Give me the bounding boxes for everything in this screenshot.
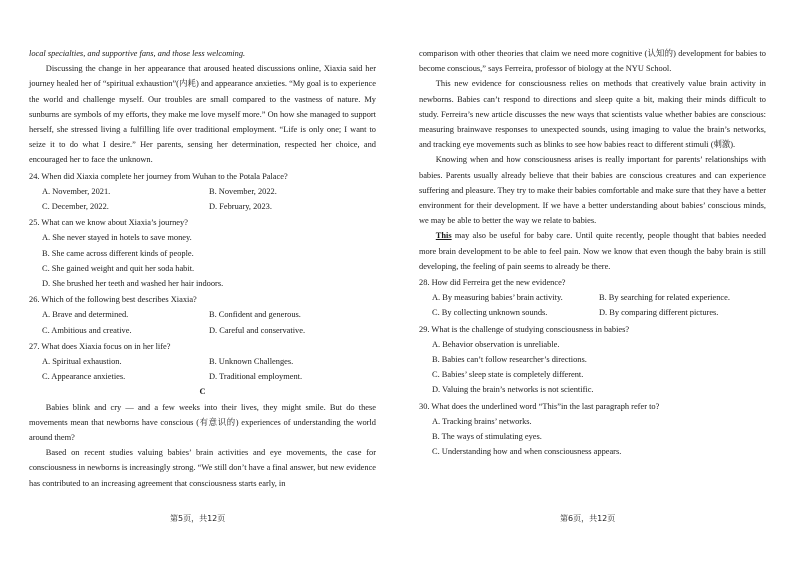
question-26 xyxy=(29,292,376,338)
question-24-option-d[interactable]: D. February, 2023. xyxy=(209,202,272,212)
question-29-option-b[interactable]: B. Babies can’t follow researcher’s directions. xyxy=(432,355,587,365)
question-24-option-c[interactable]: C. December, 2022. xyxy=(42,202,109,212)
question-29-option-a[interactable]: A. Behavior observation is unreliable. xyxy=(432,339,560,349)
question-30-option-c[interactable]: C. Understanding how and when consciousness appears. xyxy=(432,447,622,457)
question-24 xyxy=(29,169,376,215)
question-30-option-b[interactable]: B. The ways of stimulating eyes. xyxy=(432,432,542,442)
question-30-option-a[interactable]: A. Tracking brains’ networks. xyxy=(432,416,532,426)
question-26-stem: 26. Which of the following best describes Xiaxia? xyxy=(29,295,197,305)
question-29-option-d[interactable]: D. Valuing the brain’s networks is not scientific. xyxy=(432,385,594,395)
question-29-option-c[interactable]: C. Babies’ sleep state is completely different. xyxy=(432,370,584,380)
question-27-option-d[interactable]: D. Traditional employment. xyxy=(209,372,303,382)
passage-c-paragraph-3: This new evidence for consciousness relies on methods that creatively value brain activity in newborns. Babies can’t respond to directions and sleep quite a bit, making their minds difficult to study. Ferreira’s new article discusses the new ways that scientists value whether babies are conscious: measuring brainwave responses to unexpected sounds, using imaging to value the brain’s networks, and tracking eye movements such as blinks to see how babies react to different stimuli (刺激). xyxy=(419,79,766,150)
question-27 xyxy=(29,339,376,385)
passage-c-paragraph-2-continued: comparison with other theories that claim we need more cognitive (认知的) development for babies to become conscious,” says Ferreira, professor of biology at the NYU School. xyxy=(419,49,766,74)
question-26-option-a[interactable]: A. Brave and determined. xyxy=(42,310,129,320)
question-25 xyxy=(29,215,376,291)
question-26-option-b[interactable]: B. Confident and generous. xyxy=(209,310,301,320)
question-28-option-c[interactable]: C. By collecting unknown sounds. xyxy=(432,308,548,318)
question-27-option-b[interactable]: B. Unknown Challenges. xyxy=(209,357,294,367)
passage-c-paragraph-1: Babies blink and cry — and a few weeks into their lives, they might smile. But do these movements mean that newborns have conscious (有意识的) experiences of understanding the world around them? xyxy=(29,402,376,443)
question-28 xyxy=(419,275,766,321)
question-26-option-c[interactable]: C. Ambitious and creative. xyxy=(42,325,132,335)
question-27-option-a[interactable]: A. Spiritual exhaustion. xyxy=(42,357,122,367)
question-26-option-d[interactable]: D. Careful and conservative. xyxy=(209,325,306,335)
question-24-option-b[interactable]: B. November, 2022. xyxy=(209,186,277,196)
question-28-option-a[interactable]: A. By measuring babies’ brain activity. xyxy=(432,293,563,303)
question-28-option-d[interactable]: D. By comparing different pictures. xyxy=(599,308,719,318)
question-29-stem: 29. What is the challenge of studying consciousness in babies? xyxy=(419,324,630,334)
question-25-stem: 25. What can we know about Xiaxia’s journey? xyxy=(29,218,188,228)
question-25-option-c[interactable]: C. She gained weight and quit her soda habit. xyxy=(42,263,195,273)
passage-c-paragraph-2: Based on recent studies valuing babies’ brain activities and eye movements, the case for consciousness in newborns is increasingly strong. “We still don’t have a final answer, but new evidence has contributed to an increasing agreement that consciousness starts early, in xyxy=(29,448,377,488)
question-25-option-a[interactable]: A. She never stayed in hotels to save money. xyxy=(42,233,192,243)
question-30-stem: 30. What does the underlined word “This”in the last paragraph refer to? xyxy=(419,401,660,411)
question-27-option-c[interactable]: C. Appearance anxieties. xyxy=(42,372,126,382)
left-column xyxy=(29,46,376,491)
question-25-option-d[interactable]: D. She brushed her teeth and washed her hair indoors. xyxy=(42,279,224,289)
passage-c-paragraph-4: Knowing when and how consciousness arises is really important for parents’ relationships with babies. Parents usually already believe that their babies are conscious creatures and can experience suffering and pleasure. They try to make their babies comfortable and make sure that they have a better environment for their development. If we have a better understanding about babies’ conscious minds, we may be able to better the way we relate to babies. xyxy=(419,155,766,226)
question-28-option-b[interactable]: B. By searching for related experience. xyxy=(599,293,730,303)
question-28-stem: 28. How did Ferreira get the new evidence? xyxy=(419,278,566,288)
passage-c-paragraph-5-text: may also be useful for baby care. Until quite recently, people thought that babies needed more brain development to be able to feel pain. Now we know that even though the baby brain is still developing, the feeling of pain seems to already be there. xyxy=(419,231,766,271)
question-24-option-a[interactable]: A. November, 2021. xyxy=(42,186,111,196)
underlined-word-this: This xyxy=(435,231,452,241)
passage-b-paragraph: Discussing the change in her appearance that aroused heated discussions online, Xiaxia said her journey healed her of “spiritual exhaustion”(内耗) and appearance anxieties. “My goal is to experience the world and challenge myself. Our troubles are small compared to the vastness of nature. My sunburns are symbols of my efforts, they make me love myself more.” On how she managed to support herself, she stressed living a fulfilling life over traditional employment. “Life is only one; I want to seize it to do what I desire.” Her parents, sensing her determination, respected her choice, and encouraged her to face the unknown. xyxy=(29,64,376,165)
question-24-stem: 24. When did Xiaxia complete her journey from Wuhan to the Potala Palace? xyxy=(29,171,288,181)
right-column xyxy=(419,46,766,459)
question-29 xyxy=(419,322,766,398)
section-c-heading: C xyxy=(199,387,206,397)
continuation-text: local specialties, and supportive fans, and those less welcoming. xyxy=(29,49,246,58)
question-30 xyxy=(419,399,766,460)
question-27-stem: 27. What does Xiaxia focus on in her life? xyxy=(29,341,171,351)
passage-c-paragraph-5 xyxy=(419,228,766,274)
question-25-option-b[interactable]: B. She came across different kinds of people. xyxy=(42,248,194,258)
page-number-6: 第6页，共12页 xyxy=(560,514,616,523)
page-number-5: 第5页，共12页 xyxy=(170,514,226,523)
